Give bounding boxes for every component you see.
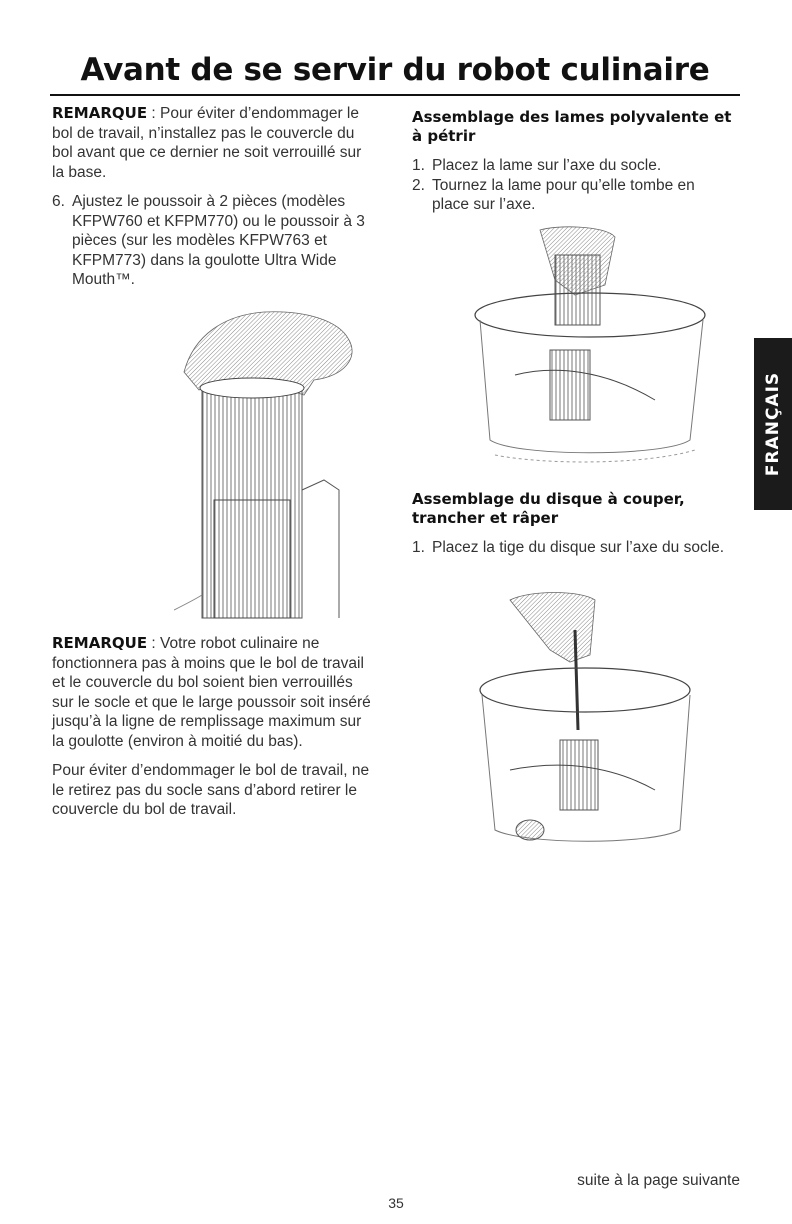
note-text: : Pour éviter d’endommager le bol de travail, n’installez pas le couvercle du bol avant que ce dernier ne soit verrouillé sur la base. bbox=[52, 105, 362, 181]
note-paragraph-3: Pour éviter d’endommager le bol de travail, ne le retirez pas du socle sans d’abord retirer le couvercle du bol de travail. bbox=[52, 762, 370, 818]
language-tab bbox=[754, 338, 792, 510]
pusher-illustration bbox=[174, 310, 364, 620]
blade-illustration bbox=[455, 225, 725, 465]
shaft bbox=[550, 350, 590, 420]
hand-shape bbox=[510, 593, 595, 663]
right-section-1 bbox=[412, 108, 736, 215]
bowl-base bbox=[495, 450, 695, 462]
note-paragraph-1 bbox=[52, 104, 374, 182]
note-text: : Votre robot culinaire ne fonctionnera pas à moins que le bol de travail et le couvercle du bol soient bien verrouillés sur le socle et que le large poussoir soit inséré jusqu’à la ligne de remplissage maximum sur la goulotte (environ à moitié du bas). bbox=[52, 635, 371, 750]
step-text: Tournez la lame pour qu’elle tombe en place sur l’axe. bbox=[432, 176, 695, 213]
note-label: REMARQUE bbox=[52, 104, 148, 122]
disc-stem-illustration bbox=[470, 590, 710, 850]
bowl-side bbox=[480, 320, 703, 453]
page-title: Avant de se servir du robot culinaire bbox=[80, 52, 710, 88]
blade-hub bbox=[555, 255, 600, 325]
step-text: Placez la tige du disque sur l’axe du socle. bbox=[432, 539, 725, 556]
step-number: 6. bbox=[52, 193, 65, 210]
step-number: 1. bbox=[412, 157, 425, 174]
step-item bbox=[412, 156, 736, 176]
step-text: Ajustez le poussoir à 2 pièces (modèles KFPW760 et KFPM770) ou le poussoir à 3 pièces (sur les modèles KFPW763 et KFPM773) dans la goulotte Ultra Wide Mouth™. bbox=[72, 193, 365, 288]
pusher-top bbox=[200, 378, 304, 398]
section-heading: Assemblage du disque à couper, trancher et râper bbox=[412, 490, 685, 527]
language-tab-label: FRANÇAIS bbox=[763, 371, 783, 477]
bowl-rim bbox=[480, 668, 690, 712]
step-number: 2. bbox=[412, 176, 425, 194]
note-label: REMARQUE bbox=[52, 634, 148, 652]
section-heading: Assemblage des lames polyvalente et à pétrir bbox=[412, 108, 732, 145]
continued-note: suite à la page suivante bbox=[577, 1172, 740, 1189]
shaft bbox=[560, 740, 598, 810]
base-curve bbox=[174, 595, 202, 610]
step-number: 1. bbox=[412, 539, 425, 556]
pusher-body bbox=[202, 388, 302, 618]
step-item bbox=[412, 176, 736, 215]
title-rule bbox=[50, 94, 740, 96]
left-column-top bbox=[52, 104, 374, 290]
step-item bbox=[412, 538, 736, 558]
page-number: 35 bbox=[388, 1195, 404, 1211]
feed-tube-edge bbox=[302, 480, 339, 618]
right-section-2 bbox=[412, 490, 736, 558]
step-6 bbox=[52, 192, 374, 290]
note-paragraph-2 bbox=[52, 634, 374, 751]
base-knob bbox=[516, 820, 544, 840]
step-text: Placez la lame sur l’axe du socle. bbox=[432, 157, 662, 174]
left-column-bottom bbox=[52, 634, 374, 830]
